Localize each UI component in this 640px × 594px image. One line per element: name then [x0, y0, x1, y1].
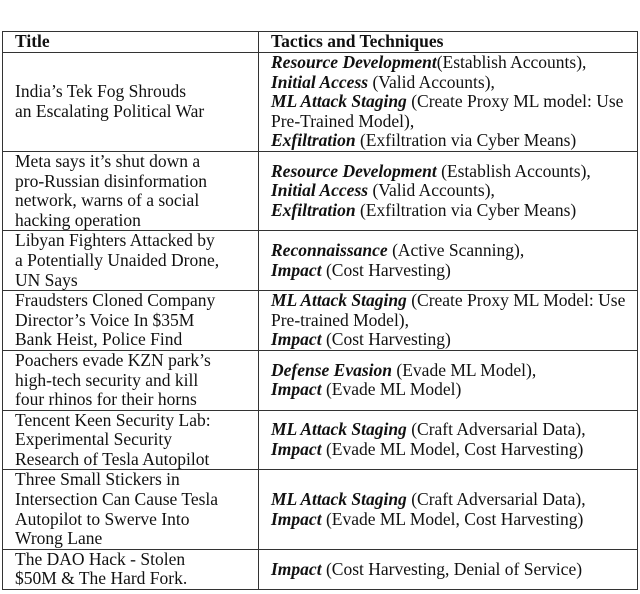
tactics-cell — [259, 151, 638, 230]
technique-text: (Create Proxy ML model: Use Pre-Trained Model), — [271, 91, 624, 131]
tactic-name: Resource Development — [271, 160, 437, 181]
title-line: a Potentially Unaided Drone, — [15, 249, 220, 270]
title-cell — [3, 231, 259, 291]
tactic-entry — [271, 420, 633, 440]
tactic-name: ML Attack Staging — [271, 419, 407, 440]
table-body — [3, 53, 638, 590]
title-line: Research of Tesla Autopilot — [15, 448, 210, 469]
tactic-entry — [271, 53, 633, 73]
title-line: Bank Heist, Police Find — [15, 329, 183, 350]
tactics-cell — [259, 53, 638, 152]
tactic-name: Reconnaissance — [271, 240, 388, 261]
tactic-entry — [271, 241, 633, 261]
tactic-entry — [271, 510, 633, 530]
technique-text: (Cost Harvesting, Denial of Service) — [321, 558, 583, 579]
tactic-name: Impact — [271, 439, 322, 460]
tactic-name: Exfiltration — [271, 199, 356, 220]
technique-text: (Valid Accounts), — [368, 180, 495, 201]
tactics-cell — [259, 549, 638, 589]
technique-text: (Cost Harvesting) — [321, 259, 451, 280]
tactic-name: Impact — [271, 259, 322, 280]
tactic-entry — [271, 560, 633, 580]
tactic-name: Initial Access — [271, 180, 369, 201]
technique-text: (Exfiltration via Cyber Means) — [355, 130, 577, 151]
technique-text: (Evade ML Model, Cost Harvesting) — [321, 439, 584, 460]
title-line: network, warns of a social — [15, 190, 200, 211]
technique-text: (Evade ML Model) — [321, 379, 462, 400]
title-cell — [3, 151, 259, 230]
title-line: Meta says it’s shut down a — [15, 150, 201, 171]
tactic-entry — [271, 181, 633, 201]
technique-text: (Cost Harvesting) — [321, 329, 451, 350]
tactic-name: Defense Evasion — [271, 359, 393, 380]
tactic-entry — [271, 330, 633, 350]
title-cell — [3, 470, 259, 549]
table-row — [3, 549, 638, 589]
tactic-name: Impact — [271, 379, 322, 400]
tactic-name: Resource Development — [271, 52, 437, 72]
tactic-entry — [271, 92, 633, 131]
tactic-name: ML Attack Staging — [271, 489, 407, 510]
tactics-cell — [259, 231, 638, 291]
title-line: UN Says — [15, 269, 78, 290]
title-line: an Escalating Political War — [15, 100, 205, 121]
tactic-name: ML Attack Staging — [271, 91, 407, 112]
technique-text: (Craft Adversarial Data), — [406, 419, 586, 440]
title-line: Intersection Can Cause Tesla — [15, 489, 219, 510]
tactic-entry — [271, 361, 633, 381]
technique-text: (Create Proxy ML Model: Use Pre-trained Model), — [271, 290, 626, 330]
tactics-cell — [259, 350, 638, 410]
tactic-entry — [271, 261, 633, 281]
table-row — [3, 53, 638, 152]
title-cell — [3, 549, 259, 589]
tactic-entry — [271, 73, 633, 93]
technique-text: (Active Scanning), — [387, 240, 525, 261]
title-line: Autopilot to Swerve Into — [15, 508, 190, 529]
table-row — [3, 410, 638, 470]
tactic-entry — [271, 490, 633, 510]
tactic-name: Impact — [271, 329, 322, 350]
tactics-cell — [259, 470, 638, 549]
tactic-name: ML Attack Staging — [271, 290, 407, 311]
tactic-entry — [271, 291, 633, 330]
table-row — [3, 151, 638, 230]
tactic-name: Impact — [271, 508, 322, 529]
title-line: high-tech security and kill — [15, 369, 199, 390]
title-line: Libyan Fighters Attacked by — [15, 230, 215, 251]
technique-text: (Exfiltration via Cyber Means) — [355, 199, 577, 220]
tactic-name: Impact — [271, 558, 322, 579]
title-cell — [3, 291, 259, 351]
title-line: Experimental Security — [15, 429, 172, 450]
title-line: $50M & The Hard Fork. — [15, 568, 188, 589]
title-line: four rhinos for their horns — [15, 389, 197, 410]
title-cell — [3, 410, 259, 470]
technique-text: (Establish Accounts), — [436, 160, 591, 181]
technique-text: (Evade ML Model), — [392, 359, 537, 380]
incidents-table — [2, 31, 638, 590]
tactic-entry — [271, 380, 633, 400]
header-tactics: Tactics and Techniques — [259, 32, 638, 53]
table-row — [3, 231, 638, 291]
technique-text: (Valid Accounts), — [368, 71, 495, 92]
tactic-name: Exfiltration — [271, 130, 356, 151]
tactics-cell — [259, 410, 638, 470]
header-row — [3, 32, 638, 53]
technique-text: (Establish Accounts), — [436, 52, 587, 72]
title-line: hacking operation — [15, 209, 141, 230]
table-row — [3, 291, 638, 351]
title-cell — [3, 350, 259, 410]
title-line: The DAO Hack - Stolen — [15, 548, 186, 569]
title-line: India’s Tek Fog Shrouds — [15, 81, 187, 102]
title-line: pro-Russian disinformation — [15, 170, 207, 191]
title-line: Poachers evade KZN park’s — [15, 349, 211, 370]
tactic-entry — [271, 440, 633, 460]
title-line: Wrong Lane — [15, 528, 103, 549]
title-line: Tencent Keen Security Lab: — [15, 409, 211, 430]
title-line: Director’s Voice In $35M — [15, 309, 195, 330]
technique-text: (Craft Adversarial Data), — [406, 489, 586, 510]
title-cell — [3, 53, 259, 152]
technique-text: (Evade ML Model, Cost Harvesting) — [321, 508, 584, 529]
tactic-entry — [271, 131, 633, 151]
title-line: Three Small Stickers in — [15, 469, 180, 490]
tactics-cell — [259, 291, 638, 351]
title-line: Fraudsters Cloned Company — [15, 290, 216, 311]
table-row — [3, 350, 638, 410]
table-row — [3, 470, 638, 549]
header-title: Title — [3, 32, 259, 53]
tactic-entry — [271, 201, 633, 221]
tactic-entry — [271, 162, 633, 182]
tactic-name: Initial Access — [271, 71, 369, 92]
